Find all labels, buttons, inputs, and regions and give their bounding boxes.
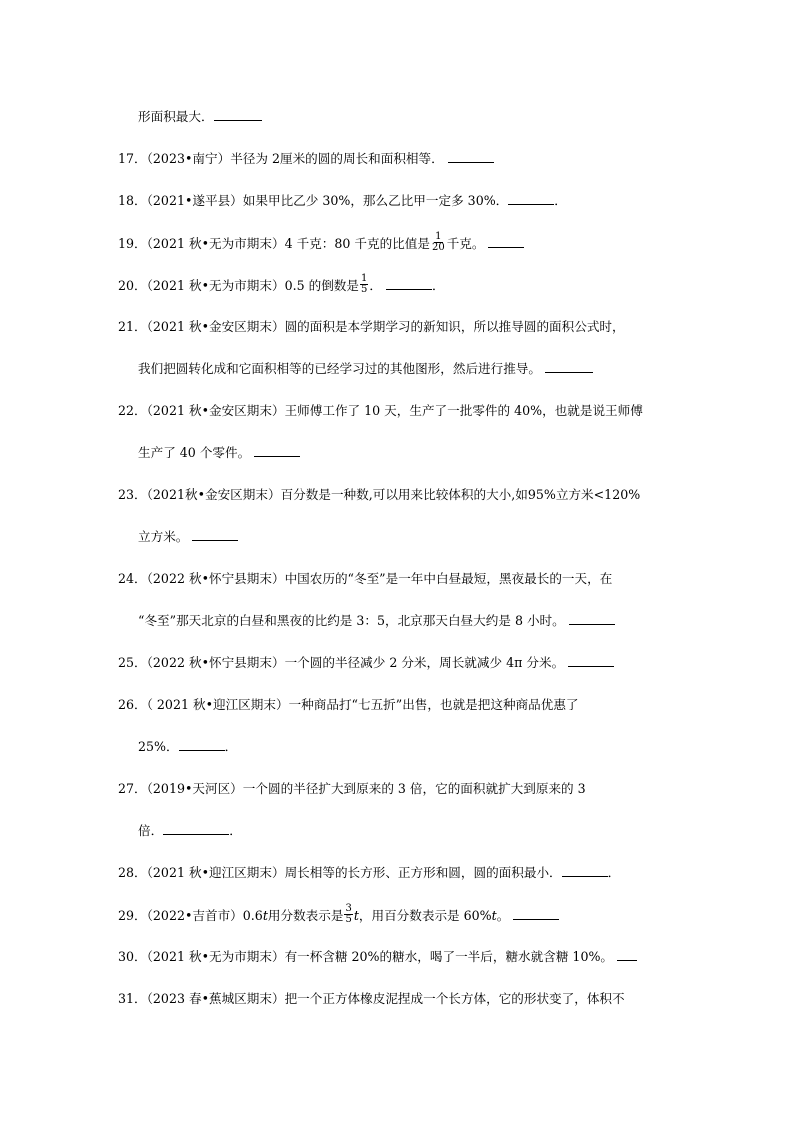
- question-text: 我们把圆转化成和它面积相等的已经学习过的其他图形，然后进行推导。: [138, 361, 541, 376]
- fraction-numerator: 1: [360, 273, 368, 284]
- question-source: （2022 秋•怀宁县期末）: [146, 655, 285, 670]
- variable: t: [491, 908, 497, 923]
- question-text: “冬至”那天北京的白昼和黑夜的比约是 3：5，北京那天白昼大约是 8 小时。: [138, 613, 565, 628]
- question-source: （2021 秋•迎江区期末）: [146, 865, 285, 880]
- question-source: （ 2021 秋•迎江区期末）: [146, 697, 289, 712]
- question-source: （2023•南宁）: [146, 151, 231, 166]
- question-text: 王师傅工作了 10 天，生产了一批零件的 40%，也就是说王师傅: [284, 403, 643, 418]
- question-source: （2021 秋•无为市期末）: [146, 236, 285, 251]
- answer-blank[interactable]: [568, 654, 614, 667]
- fraction-denominator: 5: [360, 284, 368, 295]
- question-text: 圆的面积是本学期学习的新知识，所以推导圆的面积公式时，: [284, 319, 625, 334]
- question-line: [118, 231, 524, 255]
- answer-blank[interactable]: [513, 907, 559, 920]
- question-source: （2023 春•蕉城区期末）: [146, 991, 285, 1006]
- question-line: [118, 486, 640, 504]
- question-text: 把一个正方体橡皮泥捏成一个长方体，它的形状变了，体积不: [284, 991, 625, 1006]
- question-number: 27．: [118, 781, 147, 796]
- question-text: 半径为 2厘米的圆的周长和面积相等．: [230, 151, 444, 166]
- question-text: 一种商品打“七五折”出售，也就是把这种商品优惠了: [288, 697, 579, 712]
- question-number: 21．: [118, 319, 147, 334]
- question-text: 生产了 40 个零件。: [138, 445, 251, 460]
- question-text: 用分数表示是: [267, 908, 344, 923]
- fraction: [344, 904, 352, 925]
- answer-blank[interactable]: [448, 150, 494, 163]
- fraction: [431, 232, 446, 253]
- variable: t: [262, 908, 268, 923]
- question-line: [118, 948, 637, 966]
- question-continuation: [138, 108, 262, 126]
- question-line: [118, 780, 586, 798]
- answer-blank[interactable]: [254, 444, 300, 457]
- question-source: （2021秋•金安区期末）: [146, 487, 281, 502]
- fraction-denominator: 5: [345, 914, 352, 925]
- fraction-denominator: 20: [431, 242, 445, 253]
- answer-blank[interactable]: [562, 864, 608, 877]
- question-line: [118, 864, 620, 882]
- question-text: 。: [496, 908, 514, 923]
- question-line: [118, 696, 579, 714]
- question-text: 百分数是一种数,可以用来比较体积的大小,如95%立方米<120%: [280, 487, 641, 502]
- question-text: 立方米。: [138, 529, 189, 544]
- question-continuation: [138, 528, 238, 546]
- question-number: 23．: [118, 487, 147, 502]
- question-continuation: [138, 444, 300, 462]
- fraction-numerator: 1: [435, 231, 442, 242]
- question-source: （2022•吉首市）: [146, 908, 243, 923]
- question-number: 26．: [118, 697, 147, 712]
- question-number: 22．: [118, 403, 147, 418]
- question-text: 25%．: [138, 739, 179, 754]
- answer-blank[interactable]: [488, 235, 524, 248]
- question-source: （2021•遂平县）: [146, 193, 243, 208]
- question-number: 24．: [118, 571, 147, 586]
- question-text: 形面积最大．: [138, 109, 214, 124]
- question-number: 25．: [118, 655, 147, 670]
- question-number: 17．: [118, 151, 147, 166]
- question-line: [118, 654, 614, 672]
- question-line: [118, 273, 445, 297]
- question-punct: ．: [431, 278, 445, 293]
- question-source: （2021 秋•金安区期末）: [146, 319, 285, 334]
- question-line: [118, 150, 494, 168]
- question-line: [118, 570, 612, 588]
- question-text: 周长相等的长方形、正方形和圆，圆的面积最小．: [284, 865, 562, 880]
- question-text: 中国农历的“冬至”是一年中白昼最短，黑夜最长的一天，在: [284, 571, 613, 586]
- question-source: （2021 秋•无为市期末）: [146, 949, 285, 964]
- question-line: [118, 903, 559, 927]
- question-text: 一个圆的半径减少 2 分米，周长就减少 4π 分米。: [284, 655, 565, 670]
- question-line: [118, 990, 625, 1008]
- question-punct: ．: [224, 739, 238, 754]
- question-number: 31．: [118, 991, 147, 1006]
- question-text: 有一杯含糖 20%的糖水，喝了一半后，糖水就含糖 10%。: [284, 949, 614, 964]
- answer-blank[interactable]: [569, 612, 615, 625]
- question-continuation: [138, 822, 242, 840]
- answer-blank[interactable]: [508, 192, 554, 205]
- question-punct: ．: [607, 865, 621, 880]
- answer-blank[interactable]: [386, 277, 432, 290]
- question-punct: ．: [229, 823, 242, 838]
- answer-blank[interactable]: [179, 738, 225, 751]
- answer-blank[interactable]: [617, 948, 637, 961]
- variable: t: [353, 908, 359, 923]
- question-number: 19．: [118, 236, 147, 251]
- answer-blank[interactable]: [163, 822, 229, 835]
- question-number: 30．: [118, 949, 147, 964]
- answer-blank[interactable]: [214, 108, 262, 121]
- question-text: 如果甲比乙少 30%，那么乙比甲一定多 30%．: [242, 193, 509, 208]
- question-line: [118, 318, 625, 336]
- question-number: 29．: [118, 908, 147, 923]
- answer-blank[interactable]: [545, 360, 593, 373]
- question-text: 0.5 的倒数是: [284, 278, 359, 293]
- question-source: （2021 秋•金安区期末）: [146, 403, 285, 418]
- fraction: [360, 274, 368, 295]
- question-number: 20．: [118, 278, 147, 293]
- question-text: 0.6: [242, 908, 263, 923]
- fraction-numerator: 3: [345, 903, 352, 914]
- question-continuation: [138, 612, 615, 630]
- answer-blank[interactable]: [192, 528, 238, 541]
- question-continuation: [138, 738, 237, 756]
- question-source: （2021 秋•无为市期末）: [146, 278, 285, 293]
- question-text: 一个圆的半径扩大到原来的 3 倍，它的面积就扩大到原来的 3: [242, 781, 586, 796]
- question-line: [118, 402, 643, 420]
- question-continuation: [138, 360, 593, 378]
- question-text: ，用百分数表示是 60%: [358, 908, 492, 923]
- question-text: ．: [369, 278, 382, 293]
- question-source: （2022 秋•怀宁县期末）: [146, 571, 285, 586]
- question-text: 4 千克：80 千克的比值是: [284, 236, 430, 251]
- question-punct: ．: [554, 193, 567, 208]
- question-number: 28．: [118, 865, 147, 880]
- question-text: 千克。: [446, 236, 485, 251]
- question-source: （2019•天河区）: [146, 781, 243, 796]
- question-number: 18．: [118, 193, 147, 208]
- question-line: [118, 192, 567, 210]
- question-text: 倍．: [138, 823, 164, 838]
